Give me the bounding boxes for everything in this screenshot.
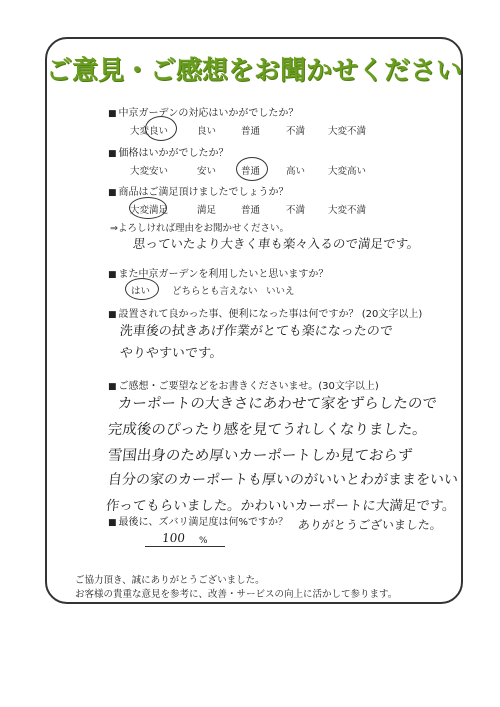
option-very-good[interactable]: 大変良い [130,126,169,137]
handwritten-comment-line5: 作ってもらいました。かわいいカーポートに大満足です。 [104,498,457,514]
handwritten-comment-line2: 完成後のぴったり感を見てうれしくなりました。 [107,422,428,438]
option-dissatisfied[interactable]: 不満 [286,126,306,137]
survey-title: ご意見・ご感想をお聞かせください [45,56,462,86]
option-cheap[interactable]: 安い [197,166,217,177]
satisfaction-underline [145,546,225,547]
reason-prompt: ⇒よろしければ理由をお聞かせください。 [110,223,289,234]
selection-circle [129,197,167,219]
handwritten-benefits-line2: やりやすいです。 [119,346,224,361]
option-very-expensive[interactable]: 大変高い [328,166,367,177]
feedback-note: お客様の貴重な意見を参考に、改善・サービスの向上に活かして参ります。 [75,589,398,600]
question-service: ■ 中京ガーデンの対応はいかがでしたか？ [108,104,298,119]
question-satisfaction: ■ 最後に、ズバリ満足度は何%ですか？ [108,513,288,528]
handwritten-comment-line1: カーポートの大きさにあわせて家をずらしたので [117,396,438,412]
option-no[interactable]: いいえ [266,286,295,297]
option-very-satisfied[interactable]: 大変満足 [130,205,169,216]
handwritten-comment-line6: ありがとうございました。 [297,518,443,532]
option-very-dissatisfied[interactable]: 大変不満 [328,205,367,216]
question-product: ■ 商品はご満足頂けましたでしょうか？ [108,183,289,198]
option-expensive[interactable]: 高い [286,166,306,177]
selection-circle [125,278,159,300]
option-normal[interactable]: 普通 [241,205,261,216]
thanks-text: ご協力頂き、誠にありがとうございました。 [75,575,265,586]
selection-circle [236,157,268,181]
option-yes[interactable]: はい [131,286,151,297]
option-dissatisfied[interactable]: 不満 [286,205,306,216]
percent-unit: % [199,536,208,546]
selection-circle [145,116,177,141]
handwritten-comment-line3: 雪国出身のため厚いカーポートしか見ておらず [107,448,414,464]
question-reuse: ■ また中京ガーデンを利用したいと思いますか？ [108,265,328,280]
question-price: ■ 価格はいかがでしたか？ [108,144,229,159]
option-normal[interactable]: 普通 [241,126,261,137]
handwritten-reason: 思っていたより大きく車も楽々入るので満足です。 [132,236,421,251]
option-very-dissatisfied[interactable]: 大変不満 [328,126,367,137]
option-very-cheap[interactable]: 大変安い [130,166,169,177]
handwritten-benefits-line1: 洗車後の拭きあげ作業がとても楽になったので [119,324,394,339]
option-neither[interactable]: どちらとも言えない [172,286,258,297]
question-comments: ■ ご感想・ご要望などをお書きくださいませ。(30文字以上) [108,377,379,392]
question-benefits: ■ 設置されて良かった事、便利になった事は何ですか？ (20文字以上) [108,305,422,320]
handwritten-satisfaction-value: 100 [161,531,186,545]
option-satisfied[interactable]: 満足 [197,205,217,216]
option-normal[interactable]: 普通 [241,166,261,177]
option-good[interactable]: 良い [197,126,217,137]
handwritten-comment-line4: 自分の家のカーポートも厚いのがいいとわがままをいい [107,472,459,488]
